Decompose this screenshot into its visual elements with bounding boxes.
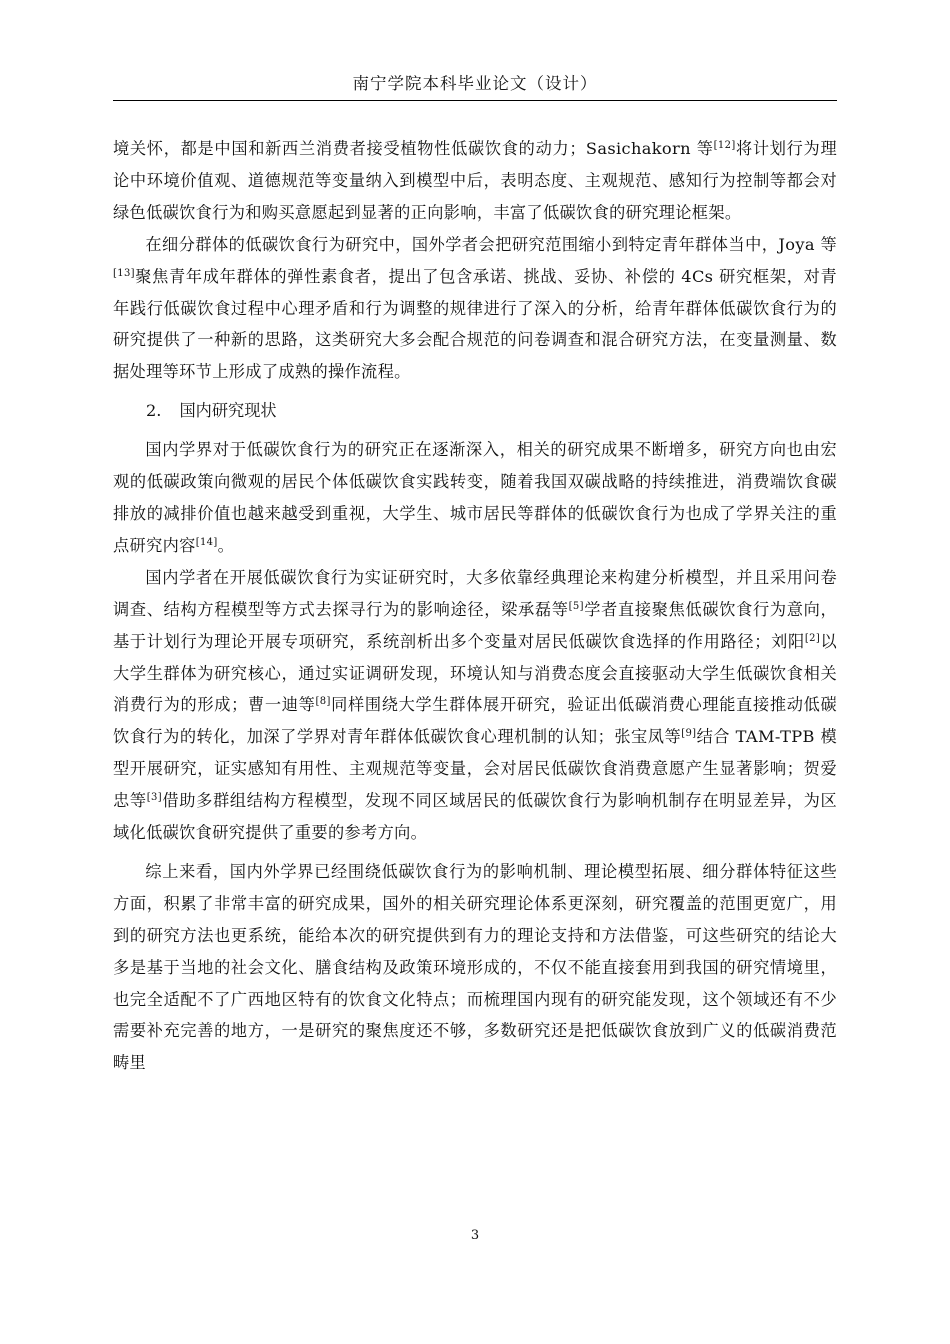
paragraph-text: 国内学界对于低碳饮食行为的研究正在逐渐深入，相关的研究成果不断增多，研究方向也由宏观的低碳政策向微观的居民个体低碳饮食实践转变，随着我国双碳战略的持续推进，消费端饮食碳排放的减排价值也越来越受到重视，大学生、城市居民等群体的低碳饮食行为也成了学界关注的重点研究内容 (113, 440, 837, 555)
citation-ref: [9] (681, 728, 697, 740)
paragraph-text: 结合 TAM-TPB 模型开展研究，证实感知有用性、主观规范等变量，会对居民低碳饮食消费意愿产生显著影响；贺爱忠等 (113, 727, 837, 811)
citation-ref: [12] (713, 140, 736, 151)
paragraph-domestic-empirical (113, 562, 837, 849)
citation-ref: [8] (315, 696, 331, 708)
citation-ref: [14] (195, 536, 218, 548)
header-divider (113, 100, 837, 101)
section-heading (113, 395, 837, 427)
paragraph-text: 将计划行为理论中环境价值观、道德规范等变量纳入到模型中后，表明态度、主观规范、感知行为控制等都会对绿色低碳饮食行为和购买意愿起到显著的正向影响，丰富了低碳饮食的研究理论框架。 (113, 139, 837, 222)
citation-ref: [5] (568, 600, 584, 612)
page-header: 南宁学院本科毕业论文（设计） (352, 74, 598, 93)
paragraph-text: 境关怀，都是中国和新西兰消费者接受植物性低碳饮食的动力；Sasichakorn 等 (113, 139, 714, 158)
section-title: 国内研究现状 (179, 401, 277, 421)
paragraph-text: 以大学生群体为研究核心，通过实证调研发现，环境认知与消费态度会直接驱动大学生低碳饮食相关消费行为的形成；曹一迪等 (113, 631, 837, 715)
section-number: 2. (146, 401, 162, 421)
citation-ref: [2] (804, 632, 821, 644)
paragraph-text: 在细分群体的低碳饮食行为研究中，国外学者会把研究范围缩小到特定青年群体当中，Joya 等 (145, 234, 837, 254)
paragraph-text: 国内学者在开展低碳饮食行为实证研究时，大多依靠经典理论来构建分析模型，并且采用问卷调查、结构方程模型等方式去探寻行为的影响途径，梁承磊等 (113, 567, 837, 619)
paragraph-foreign-theory (113, 133, 837, 229)
paragraph-text: 借助多群组结构方程模型，发现不同区域居民的低碳饮食行为影响机制存在明显差异，为区域化低碳饮食研究提供了重要的参考方向。 (113, 791, 838, 843)
paragraph-text: 聚焦青年成年群体的弹性素食者，提出了包含承诺、挑战、妥协、补偿的 4Cs 研究框架，对青年践行低碳饮食过程中心理矛盾和行为调整的规律进行了深入的分析，给青年群体低碳饮食行为的研究提供了一种新的思路，这类研究大多会配合规范的问卷调查和混合研究方法，在变量测量、数据处理等环节上形成了成熟的操作流程。 (113, 266, 837, 382)
citation-ref: [3] (146, 792, 162, 804)
paragraph-domestic-overview (113, 434, 837, 562)
paragraph-foreign-youth (113, 229, 837, 389)
paragraph-summary: 综上来看，国内外学界已经围绕低碳饮食行为的影响机制、理论模型拓展、细分群体特征这些方面，积累了非常丰富的研究成果，国外的相关研究理论体系更深刻，研究覆盖的范围更宽广，用到的研究方法也更系统，能给本次的研究提供到有力的理论支持和方法借鉴，可这些研究的结论大多是基于当地的社会文化、膳食结构及政策环境形成的，不仅不能直接套用到我国的研究情境里，也完全适配不了广西地区特有的饮食文化特点；而梳理国内现有的研究能发现，这个领域还有不少需要补充完善的地方，一是研究的聚焦度还不够，多数研究还是把低碳饮食放到广义的低碳消费范畴里 (113, 861, 837, 1073)
paragraph-text: 同样围绕大学生群体展开研究，验证出低碳消费心理能直接推动低碳饮食行为的转化，加深了学界对青年群体低碳饮食心理机制的认知；张宝凤等 (113, 695, 838, 747)
paragraph-text: 。 (217, 535, 235, 555)
citation-ref: [13] (113, 267, 135, 279)
paragraph-text: 学者直接聚焦低碳饮食行为意向，基于计划行为理论开展专项研究，系统剖析出多个变量对居民低碳饮食选择的作用路径；刘阳 (113, 599, 838, 651)
body-content (113, 133, 837, 1079)
page-number: 3 (470, 1228, 480, 1243)
